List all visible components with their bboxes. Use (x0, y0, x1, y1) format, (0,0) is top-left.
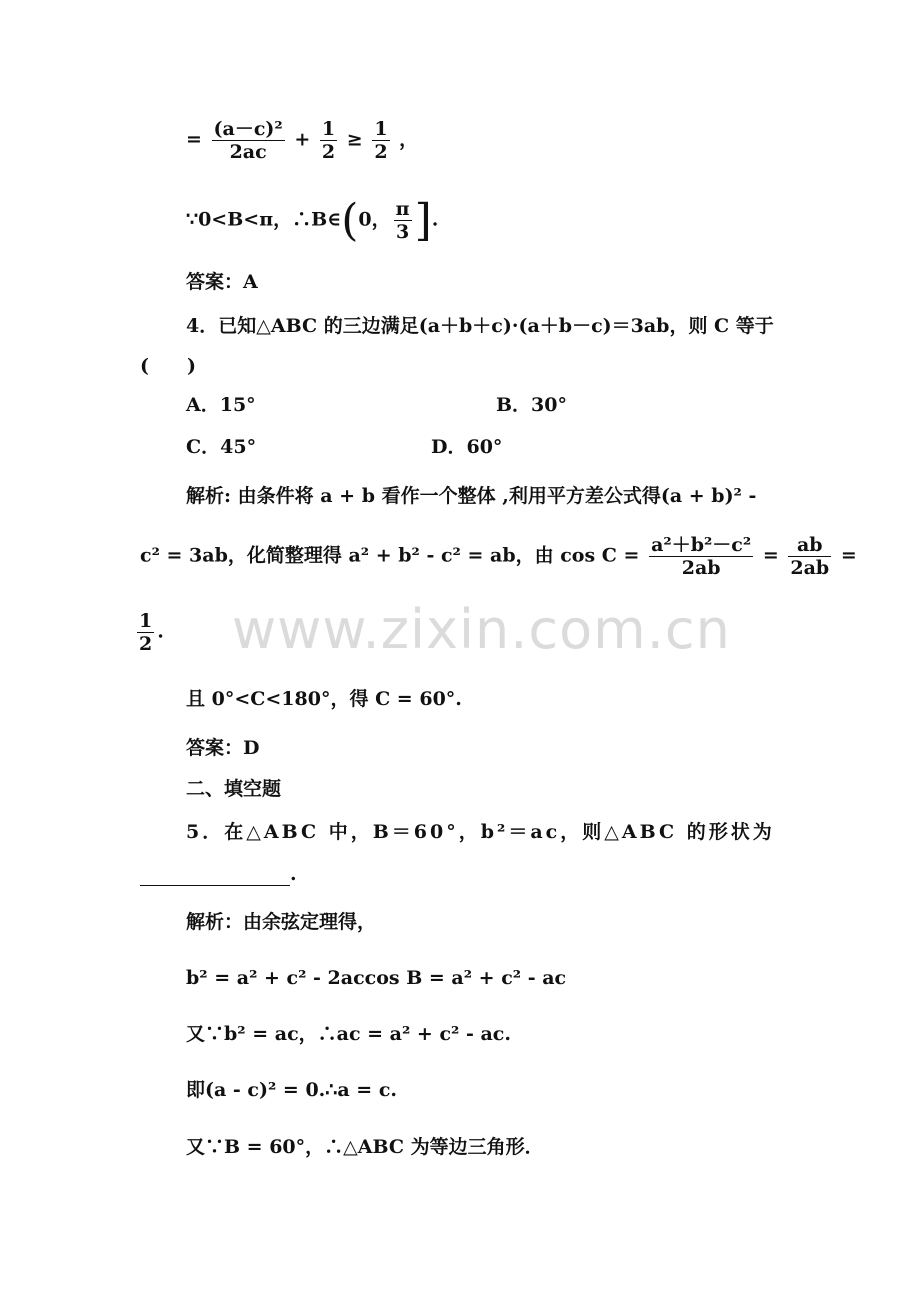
period: . (290, 863, 297, 885)
equals-sign: = (762, 544, 779, 567)
fraction-3 (372, 118, 389, 163)
fraction-1 (212, 118, 285, 163)
analysis-text: c² = 3ab，化简整理得 a² + b² - c² = ab，由 cos C = (140, 544, 640, 567)
q4-analysis-line1: 解析: 由条件将 a + b 看作一个整体 ,利用平方差公式得(a + b)² - (186, 485, 757, 507)
q4-paren: ( ) (140, 355, 196, 377)
equals-sign: = (840, 544, 857, 567)
section-heading: 二、填空题 (186, 778, 282, 800)
half-numerator: 1 (139, 610, 153, 632)
q3-inequality (186, 118, 418, 163)
q4-answer: 答案：D (186, 737, 260, 759)
fraction-2-numerator: 1 (321, 118, 336, 140)
q4-option-b: B．30° (496, 394, 567, 416)
open-paren: ( (341, 194, 359, 246)
q5-blank-line (140, 862, 297, 886)
fraction-1-denominator: 2ac (229, 141, 267, 163)
range-prefix: ∵0<B<π，∴B∈ (186, 208, 342, 231)
watermark: www.zixin.com.cn (232, 598, 731, 661)
equals-sign: = (186, 128, 202, 151)
q5-step1: b² = a² + c² - 2accos B = a² + c² - ac (186, 967, 567, 989)
fraction-2 (320, 118, 337, 163)
q4-option-a: A．15° (186, 394, 256, 416)
pi-denominator: 3 (396, 221, 410, 243)
q5-analysis-head: 解析：由余弦定理得， (186, 911, 377, 933)
pi-over-3 (394, 198, 412, 243)
ab-fraction-numerator: ab (788, 534, 831, 557)
fraction-2-denominator: 2 (321, 141, 336, 163)
ab-fraction (788, 534, 831, 579)
q5-stem: 5．在△ABC 中，B＝60°，b²＝ac，则△ABC 的形状为 (186, 821, 775, 843)
plus-sign: + (294, 128, 311, 151)
q5-step4: 又∵B = 60°，∴△ABC 为等边三角形． (186, 1136, 544, 1158)
answer-blank (140, 867, 290, 886)
q4-stem: 4．已知△ABC 的三边满足(a＋b＋c)·(a＋b－c)＝3ab，则 C 等于 (186, 315, 774, 337)
range-zero: 0， (358, 208, 391, 231)
period: . (157, 620, 164, 643)
fraction-3-numerator: 1 (374, 118, 388, 140)
q5-step2: 又∵b² = ac，∴ac = a² + c² - ac. (186, 1023, 511, 1045)
q4-analysis-line2 (140, 534, 857, 579)
period: . (431, 208, 439, 231)
half-denominator: 2 (139, 633, 153, 655)
q3-range (186, 194, 439, 246)
q4-option-c: C．45° (186, 436, 257, 458)
fraction-1-numerator: (a－c)² (213, 118, 283, 140)
fraction-3-denominator: 2 (374, 141, 388, 163)
half-fraction (137, 610, 154, 655)
close-bracket: ] (414, 194, 432, 246)
q3-answer: 答案：A (186, 271, 258, 293)
q4-option-d: D．60° (431, 436, 503, 458)
pi-numerator: π (395, 198, 410, 220)
cos-fraction-denominator: 2ab (681, 557, 721, 579)
q4-conclusion: 且 0°<C<180°，得 C = 60°. (186, 688, 462, 710)
q4-half (134, 610, 164, 655)
cos-fraction-numerator: a²＋b²－c² (651, 534, 752, 556)
geq-sign: ≥ (346, 128, 363, 151)
q5-step3: 即(a - c)² = 0.∴a = c. (186, 1079, 398, 1101)
cos-fraction (649, 534, 753, 579)
comma: ， (399, 128, 419, 151)
ab-fraction-denominator: 2ab (790, 557, 830, 579)
